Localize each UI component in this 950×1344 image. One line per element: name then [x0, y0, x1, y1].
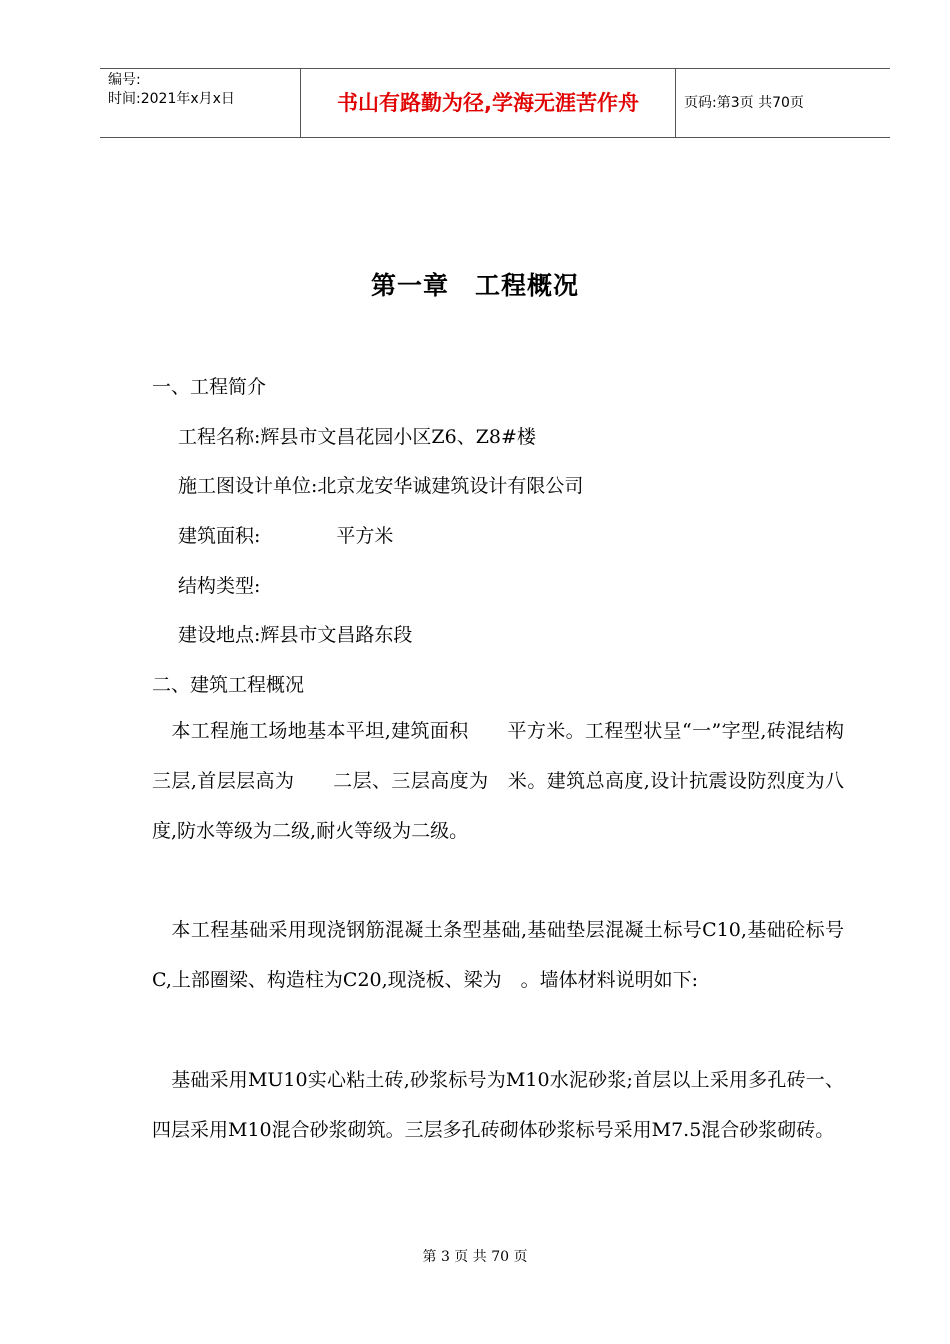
- building-area: 建筑面积: 平方米: [178, 525, 394, 547]
- page-header: [100, 68, 890, 138]
- header-left-cell: [100, 69, 300, 139]
- section-1-title: 一、工程简介: [152, 376, 267, 398]
- structure-type: 结构类型:: [178, 575, 261, 597]
- chapter-title: 第一章 工程概况: [370, 271, 579, 300]
- paragraph-wall-materials: 基础采用MU10实心粘土砖,砂浆标号为M10水泥砂浆;首层以上采用多孔砖一、四层采用M10混合砂浆砌筑。三层多孔砖砌体砂浆标号采用M7.5混合砂浆砌砖。: [152, 1069, 844, 1141]
- paragraph-site-overview: 本工程施工场地基本平坦,建筑面积 平方米。工程型状呈“一”字型,砖混结构三层,首层层高为 二层、三层高度为 米。建筑总高度,设计抗震设防烈度为八度,防水等级为二级,耐火等级为二级。: [152, 720, 844, 842]
- paragraph-foundation: 本工程基础采用现浇钢筋混凝土条型基础,基础垫层混凝土标号C10,基础砼标号C,上部圈梁、构造柱为C20,现浇板、梁为 。墙体材料说明如下:: [152, 919, 844, 991]
- header-page-info: 页码:第3页 共70页: [684, 95, 804, 111]
- page-footer: 第 3 页 共 70 页: [422, 1249, 528, 1265]
- section-2-title: 二、建筑工程概况: [152, 674, 305, 696]
- header-slogan: 书山有路勤为径,学海无涯苦作舟: [300, 69, 676, 137]
- time-label: 时间:2021年x月x日: [108, 91, 235, 107]
- number-label: 编号:: [108, 72, 141, 88]
- design-unit: 施工图设计单位:北京龙安华诚建筑设计有限公司: [178, 475, 584, 497]
- project-name: 工程名称:辉县市文昌花园小区Z6、Z8#楼: [178, 426, 536, 448]
- construction-location: 建设地点:辉县市文昌路东段: [178, 624, 413, 646]
